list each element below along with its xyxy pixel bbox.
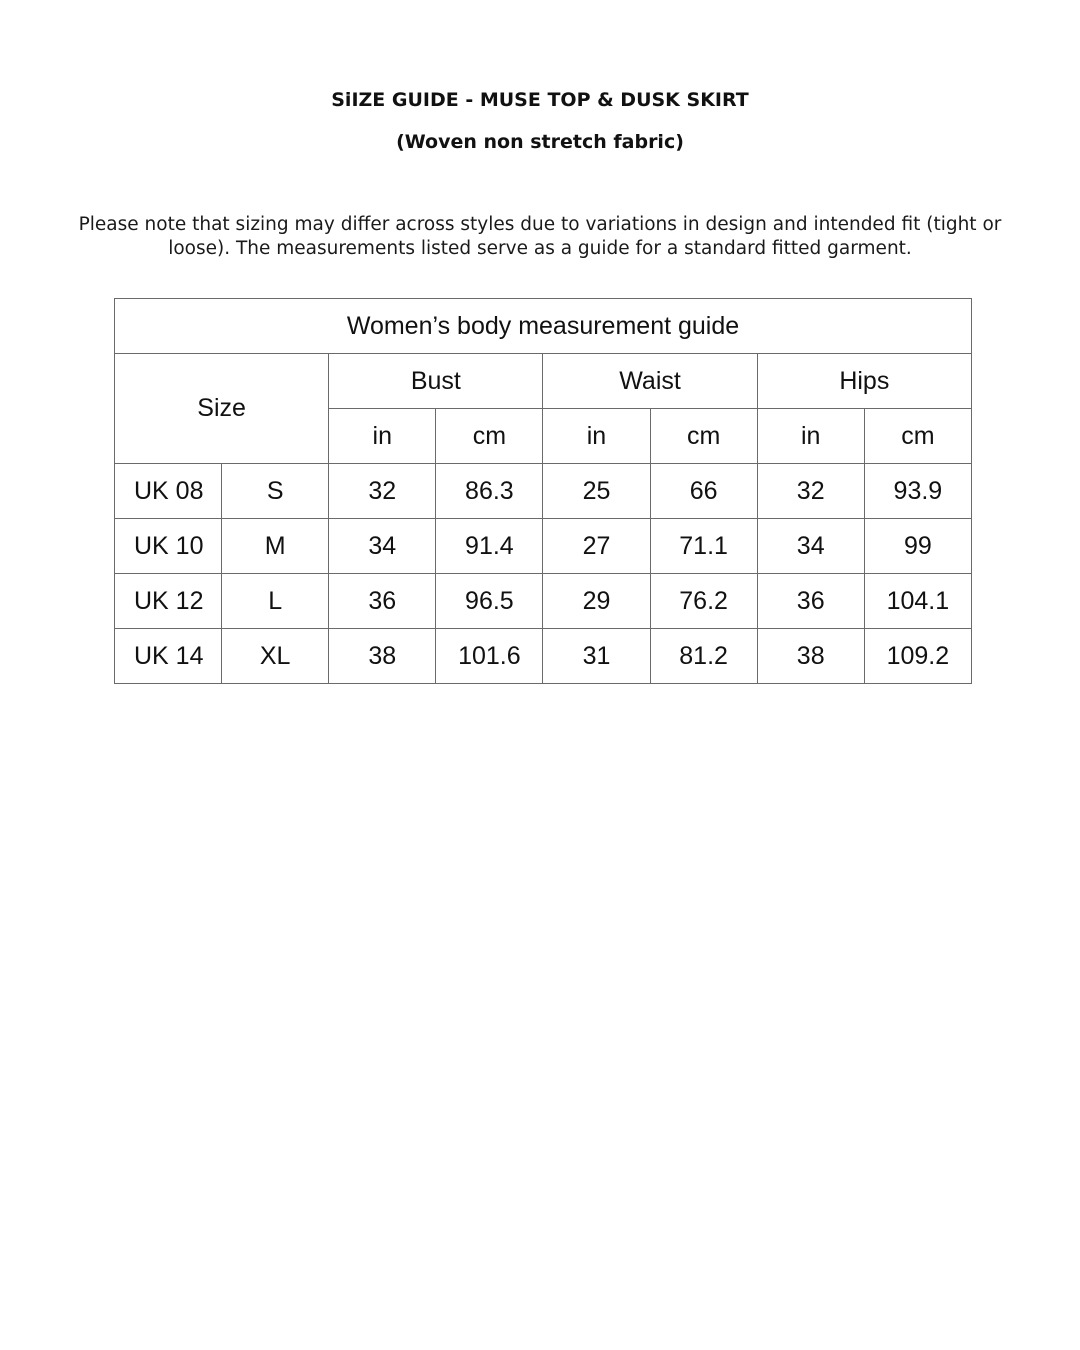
- bust-in-cell: 34: [329, 519, 436, 574]
- size-header: Size: [115, 354, 329, 464]
- uk-size-cell: UK 10: [115, 519, 222, 574]
- waist-in-cell: 31: [543, 629, 650, 684]
- unit-header-hips-cm: cm: [864, 409, 971, 464]
- bust-cm-cell: 96.5: [436, 574, 543, 629]
- hips-in-cell: 36: [757, 574, 864, 629]
- hips-cm-cell: 109.2: [864, 629, 971, 684]
- letter-size-cell: L: [222, 574, 329, 629]
- bust-in-cell: 32: [329, 464, 436, 519]
- waist-in-cell: 25: [543, 464, 650, 519]
- uk-size-cell: UK 12: [115, 574, 222, 629]
- waist-cm-cell: 71.1: [650, 519, 757, 574]
- group-header-hips: Hips: [757, 354, 971, 409]
- table-row: [115, 574, 972, 629]
- unit-header-bust-in: in: [329, 409, 436, 464]
- group-header-waist: Waist: [543, 354, 757, 409]
- table-row: [115, 629, 972, 684]
- hips-in-cell: 38: [757, 629, 864, 684]
- table-row: [115, 464, 972, 519]
- unit-header-hips-in: in: [757, 409, 864, 464]
- waist-cm-cell: 66: [650, 464, 757, 519]
- bust-in-cell: 38: [329, 629, 436, 684]
- table-caption: Women’s body measurement guide: [115, 299, 972, 354]
- letter-size-cell: M: [222, 519, 329, 574]
- letter-size-cell: XL: [222, 629, 329, 684]
- hips-cm-cell: 99: [864, 519, 971, 574]
- unit-header-waist-cm: cm: [650, 409, 757, 464]
- bust-in-cell: 36: [329, 574, 436, 629]
- bust-cm-cell: 91.4: [436, 519, 543, 574]
- waist-cm-cell: 76.2: [650, 574, 757, 629]
- waist-in-cell: 27: [543, 519, 650, 574]
- hips-in-cell: 32: [757, 464, 864, 519]
- waist-cm-cell: 81.2: [650, 629, 757, 684]
- unit-header-bust-cm: cm: [436, 409, 543, 464]
- letter-size-cell: S: [222, 464, 329, 519]
- size-guide-table: [114, 298, 972, 684]
- page-subtitle: (Woven non stretch fabric): [396, 131, 684, 153]
- hips-in-cell: 34: [757, 519, 864, 574]
- table-row: [115, 519, 972, 574]
- hips-cm-cell: 104.1: [864, 574, 971, 629]
- sizing-note: Please note that sizing may differ across styles due to variations in design and intended fit (tight or loose). The measurements listed serve as a guide for a standard fitted garment.: [78, 214, 1002, 259]
- uk-size-cell: UK 08: [115, 464, 222, 519]
- group-header-bust: Bust: [329, 354, 543, 409]
- unit-header-waist-in: in: [543, 409, 650, 464]
- uk-size-cell: UK 14: [115, 629, 222, 684]
- bust-cm-cell: 101.6: [436, 629, 543, 684]
- hips-cm-cell: 93.9: [864, 464, 971, 519]
- waist-in-cell: 29: [543, 574, 650, 629]
- page-title: SiIZE GUIDE - MUSE TOP & DUSK SKIRT: [331, 89, 749, 111]
- bust-cm-cell: 86.3: [436, 464, 543, 519]
